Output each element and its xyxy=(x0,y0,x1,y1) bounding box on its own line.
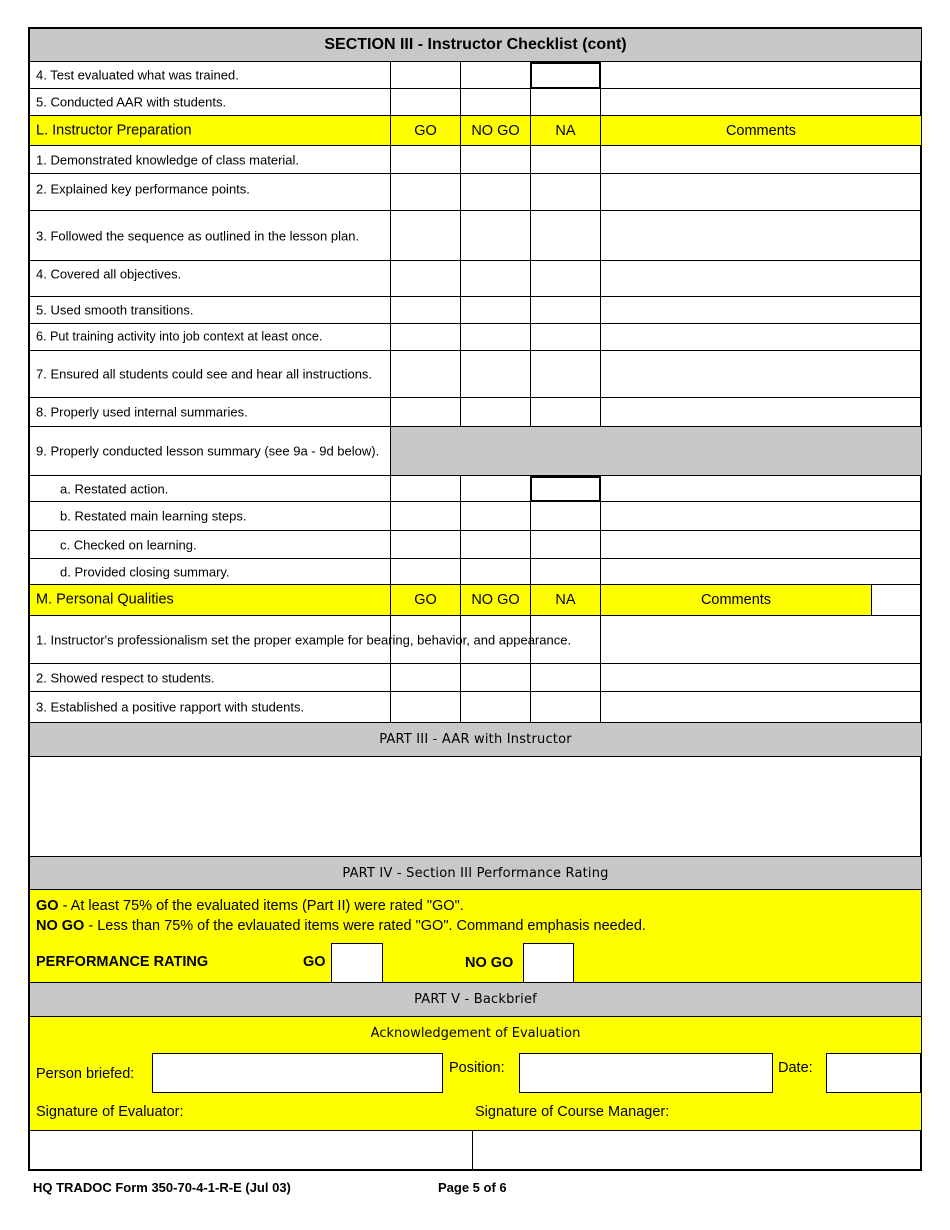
na-cell[interactable] xyxy=(531,559,600,584)
subitem-label: c. Checked on learning. xyxy=(60,537,197,552)
part3-title-bar xyxy=(30,723,921,757)
checklist-row xyxy=(30,664,921,692)
comments-cell[interactable] xyxy=(601,502,921,530)
nogo-cell[interactable] xyxy=(461,398,530,426)
checklist-row xyxy=(30,692,921,723)
go-cell[interactable] xyxy=(391,62,460,88)
na-cell[interactable] xyxy=(531,211,600,260)
go-cell[interactable] xyxy=(391,146,460,173)
item-label: 4. Test evaluated what was trained. xyxy=(36,67,239,83)
go-cell[interactable] xyxy=(391,324,460,350)
date-input[interactable] xyxy=(826,1053,921,1093)
col-go-header: GO xyxy=(391,116,460,145)
sig-manager-field[interactable] xyxy=(473,1131,921,1169)
go-cell[interactable] xyxy=(391,398,460,426)
part3-title: PART III - AAR with Instructor xyxy=(379,732,572,747)
page-number: Page 5 of 6 xyxy=(438,1180,507,1195)
col-nogo-header: NO GO xyxy=(461,585,530,615)
na-cell[interactable] xyxy=(531,692,600,722)
aar-notes-area[interactable] xyxy=(30,757,921,857)
go-cell[interactable] xyxy=(391,476,460,501)
comments-cell[interactable] xyxy=(601,692,921,722)
col-na-header: NA xyxy=(531,585,600,615)
nogo-cell[interactable] xyxy=(461,89,530,115)
person-briefed-label: Person briefed: xyxy=(36,1066,135,1082)
nogo-cell[interactable] xyxy=(461,261,530,296)
go-cell[interactable] xyxy=(391,531,460,558)
rating-nogo-label: NO GO xyxy=(465,955,514,971)
position-input[interactable] xyxy=(519,1053,773,1093)
go-cell[interactable] xyxy=(391,211,460,260)
go-cell[interactable] xyxy=(391,89,460,115)
col-na-header: NA xyxy=(531,116,600,145)
comments-cell[interactable] xyxy=(601,664,921,691)
checklist-row xyxy=(30,174,921,211)
checklist-row xyxy=(30,211,921,261)
col-go-header: GO xyxy=(391,585,460,615)
checklist-row xyxy=(30,324,921,351)
rating-go-label: GO xyxy=(303,954,326,970)
nogo-cell[interactable] xyxy=(461,559,530,584)
rating-nogo-box[interactable] xyxy=(523,943,574,983)
comments-cell[interactable] xyxy=(601,297,921,323)
go-cell[interactable] xyxy=(391,174,460,210)
section-m-header xyxy=(30,585,921,616)
item-label: 9. Properly conducted lesson summary (see 9a - 9d below). xyxy=(36,443,380,459)
person-briefed-input[interactable] xyxy=(152,1053,443,1093)
comments-cell[interactable] xyxy=(601,89,921,115)
part5-title-bar xyxy=(30,983,921,1017)
shaded-cell xyxy=(391,427,921,475)
date-label: Date: xyxy=(778,1060,813,1076)
go-term: GO xyxy=(36,898,59,914)
signature-row xyxy=(30,1131,921,1169)
section-m-title: M. Personal Qualities xyxy=(36,591,174,608)
comments-cell[interactable] xyxy=(601,398,921,426)
na-cell[interactable] xyxy=(531,351,600,397)
part5-title: PART V - Backbrief xyxy=(414,992,537,1007)
checklist-row xyxy=(30,398,921,427)
section-l-title: L. Instructor Preparation xyxy=(36,122,192,138)
comments-cell[interactable] xyxy=(601,324,921,350)
comments-cell[interactable] xyxy=(601,146,921,173)
sig-evaluator-label: Signature of Evaluator: xyxy=(36,1104,184,1120)
checklist-row xyxy=(30,261,921,297)
col-comments-header: Comments xyxy=(601,116,921,145)
nogo-cell[interactable] xyxy=(461,211,530,260)
performance-rating-panel xyxy=(30,890,921,983)
nogo-cell[interactable] xyxy=(461,531,530,558)
nogo-cell[interactable] xyxy=(461,616,530,663)
checklist-row xyxy=(30,62,921,89)
item-label: 1. Instructor's professionalism set the proper example for bearing, behavior, and appearance. xyxy=(36,632,572,647)
item-label: 8. Properly used internal summaries. xyxy=(36,404,248,420)
nogo-cell[interactable] xyxy=(461,62,530,88)
go-cell[interactable] xyxy=(391,559,460,584)
na-cell[interactable] xyxy=(531,89,600,115)
item-label: 2. Explained key performance points. xyxy=(36,181,250,197)
nogo-cell[interactable] xyxy=(461,146,530,173)
na-cell[interactable] xyxy=(531,261,600,296)
nogo-cell[interactable] xyxy=(461,692,530,722)
nogo-text: - Less than 75% of the evlauated items were rated "GO". Command emphasis needed. xyxy=(84,918,646,934)
item-label: 4. Covered all objectives. xyxy=(36,266,182,282)
nogo-cell[interactable] xyxy=(461,351,530,397)
nogo-cell[interactable] xyxy=(461,297,530,323)
na-cell[interactable] xyxy=(531,502,600,530)
item-label: 5. Used smooth transitions. xyxy=(36,302,194,318)
nogo-cell[interactable] xyxy=(461,502,530,530)
go-cell[interactable] xyxy=(391,261,460,296)
comments-cell[interactable] xyxy=(601,616,921,663)
item-label: 7. Ensured all students could see and hear all instructions. xyxy=(36,366,373,382)
comments-cell[interactable] xyxy=(601,351,921,397)
checklist-subrow xyxy=(30,559,921,585)
subitem-label: a. Restated action. xyxy=(60,481,169,496)
go-cell[interactable] xyxy=(391,692,460,722)
part4-title: PART IV - Section III Performance Rating xyxy=(342,865,609,881)
checklist-subrow xyxy=(30,476,921,502)
go-cell[interactable] xyxy=(391,616,460,663)
comments-cell[interactable] xyxy=(601,174,921,210)
na-checkbox[interactable] xyxy=(530,476,601,502)
nogo-cell[interactable] xyxy=(461,476,530,501)
checklist-row xyxy=(30,89,921,116)
na-cell[interactable] xyxy=(531,324,600,350)
na-cell[interactable] xyxy=(531,297,600,323)
section-l-header xyxy=(30,116,921,146)
sig-evaluator-field[interactable] xyxy=(30,1131,472,1169)
rating-go-box[interactable] xyxy=(331,943,383,983)
checklist-row xyxy=(30,351,921,398)
na-cell[interactable] xyxy=(531,664,600,691)
ack-title: Acknowledgement of Evaluation xyxy=(370,1026,581,1041)
na-cell[interactable] xyxy=(531,616,600,663)
subitem-label: b. Restated main learning steps. xyxy=(60,508,247,524)
na-cell[interactable] xyxy=(531,146,600,173)
checklist-row xyxy=(30,146,921,174)
form-id: HQ TRADOC Form 350-70-4-1-R-E (Jul 03) xyxy=(33,1180,291,1195)
go-cell[interactable] xyxy=(391,664,460,691)
na-cell[interactable] xyxy=(531,531,600,558)
nogo-cell[interactable] xyxy=(461,174,530,210)
item-label: 3. Followed the sequence as outlined in the lesson plan. xyxy=(36,228,360,243)
item-label: 1. Demonstrated knowledge of class material. xyxy=(36,152,300,167)
go-cell[interactable] xyxy=(391,351,460,397)
go-cell[interactable] xyxy=(391,502,460,530)
position-label: Position: xyxy=(449,1060,505,1076)
subitem-label: d. Provided closing summary. xyxy=(60,564,230,579)
checklist-row xyxy=(30,616,921,664)
go-text: - At least 75% of the evaluated items (Part II) were rated "GO". xyxy=(58,898,464,914)
comments-cell[interactable] xyxy=(601,476,921,501)
section-title-bar xyxy=(30,29,921,62)
comments-cell[interactable] xyxy=(601,261,921,296)
checklist-subrow xyxy=(30,502,921,531)
rating-label: PERFORMANCE RATING xyxy=(36,954,209,970)
na-checkbox[interactable] xyxy=(530,62,601,89)
item-label: 6. Put training activity into job context at least once. xyxy=(36,329,323,344)
col-nogo-header: NO GO xyxy=(461,116,530,145)
nogo-cell[interactable] xyxy=(461,324,530,350)
item-label: 2. Showed respect to students. xyxy=(36,670,215,685)
nogo-term: NO GO xyxy=(36,918,85,934)
comments-cell[interactable] xyxy=(601,559,921,584)
na-cell[interactable] xyxy=(531,174,600,210)
part4-title-bar xyxy=(30,857,921,890)
section-title: SECTION III - Instructor Checklist (cont) xyxy=(324,36,627,53)
col-comments-header: Comments xyxy=(601,585,871,615)
nogo-definition xyxy=(36,918,646,934)
checklist-subrow xyxy=(30,531,921,559)
nogo-cell[interactable] xyxy=(461,664,530,691)
comments-cell[interactable] xyxy=(601,62,921,88)
go-definition xyxy=(36,898,464,914)
go-cell[interactable] xyxy=(391,297,460,323)
item-label: 5. Conducted AAR with students. xyxy=(36,94,227,110)
checklist-row xyxy=(30,427,921,476)
item-label: 3. Established a positive rapport with students. xyxy=(36,699,305,715)
checklist-row xyxy=(30,297,921,324)
sig-manager-label: Signature of Course Manager: xyxy=(475,1104,670,1120)
comments-cell[interactable] xyxy=(601,531,921,558)
comments-cell[interactable] xyxy=(601,211,921,260)
backbrief-panel xyxy=(30,1017,921,1131)
na-cell[interactable] xyxy=(531,398,600,426)
